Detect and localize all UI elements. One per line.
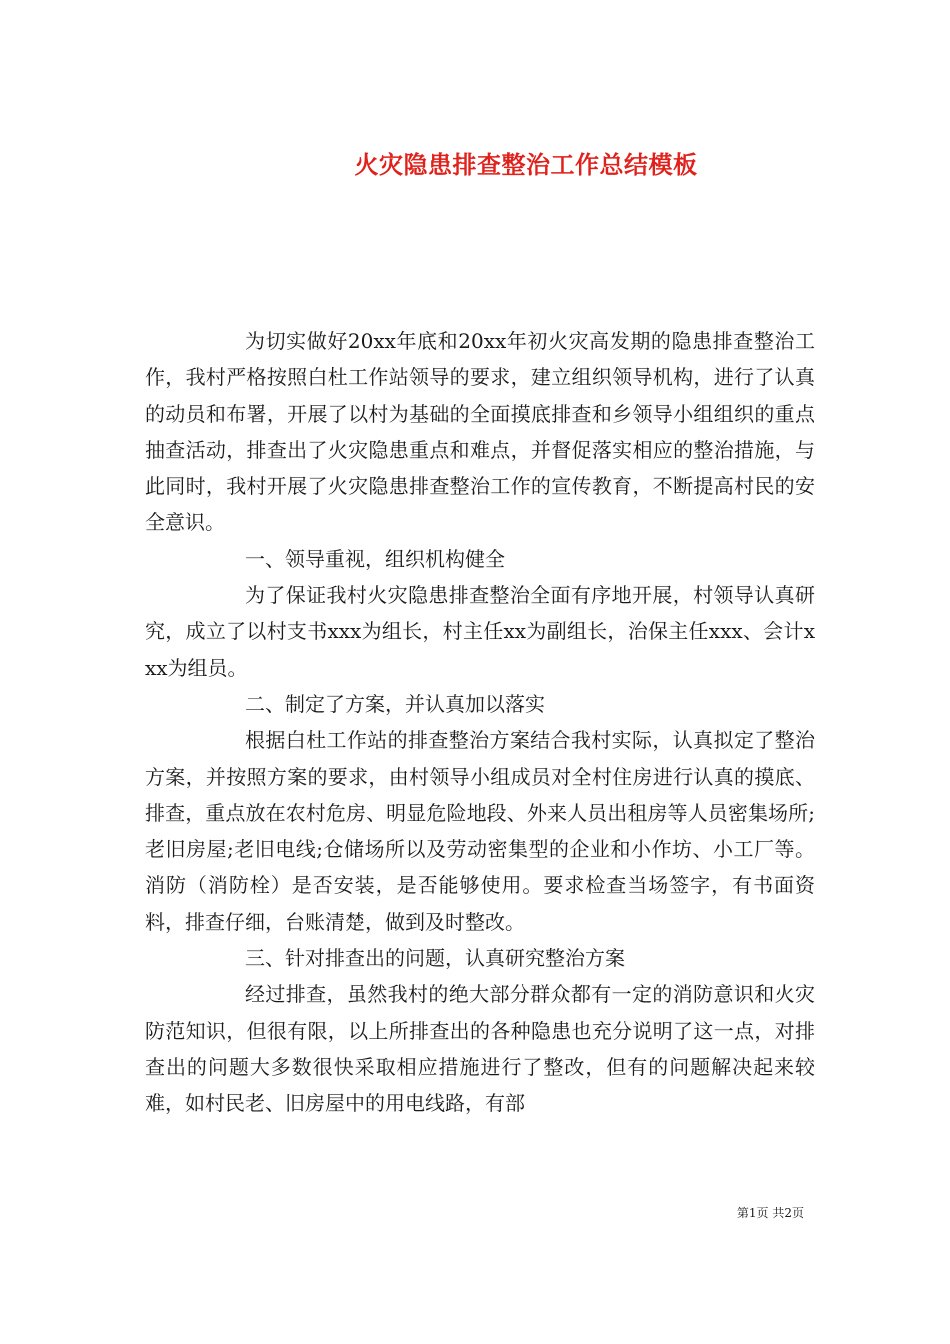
section-heading-1: 一、领导重视，组织机构健全 <box>245 546 505 571</box>
section-paragraph-2: 根据白杜工作站的排查整治方案结合我村实际，认真拟定了整治方案，并按照方案的要求，由村领导小组成员对全村住房进行认真的摸底、排查，重点放在农村危房、明显危险地段、外来人员出租房等人员密集场所;老旧房屋;老旧电线;仓储场所以及劳动密集型的企业和小作坊、小工厂等。消防（消防栓）是否安装，是否能够使用。要求检查当场签字，有书面资料，排查仔细，台账清楚，做到及时整改。 <box>145 728 815 934</box>
document-body <box>145 323 815 1122</box>
page-number-footer: 第1页 共2页 <box>736 1206 804 1220</box>
section-paragraph-1: 为了保证我村火灾隐患排查整治全面有序地开展，村领导认真研究，成立了以村支书xxx为组长，村主任xx为副组长，治保主任xxx、会计xxx为组员。 <box>145 583 815 680</box>
section-heading-3: 三、针对排查出的问题，认真研究整治方案 <box>245 946 625 971</box>
section-heading-2: 二、制定了方案，并认真加以落实 <box>245 691 545 716</box>
intro-paragraph: 为切实做好20xx年底和20xx年初火灾高发期的隐患排查整治工作，我村严格按照白杜工作站领导的要求，建立组织领导机构，进行了认真的动员和布署，开展了以村为基础的全面摸底排查和乡领导小组组织的重点抽查活动，排查出了火灾隐患重点和难点，并督促落实相应的整治措施，与此同时，我村开展了火灾隐患排查整治工作的宣传教育，不断提高村民的安全意识。 <box>145 329 815 535</box>
section-paragraph-3: 经过排查，虽然我村的绝大部分群众都有一定的消防意识和火灾防范知识，但很有限，以上所排查出的各种隐患也充分说明了这一点，对排查出的问题大多数很快采取相应措施进行了整改，但有的问题解决起来较难，如村民老、旧房屋中的用电线路，有部 <box>145 982 815 1116</box>
document-title: 火灾隐患排查整治工作总结模板 <box>354 150 698 180</box>
